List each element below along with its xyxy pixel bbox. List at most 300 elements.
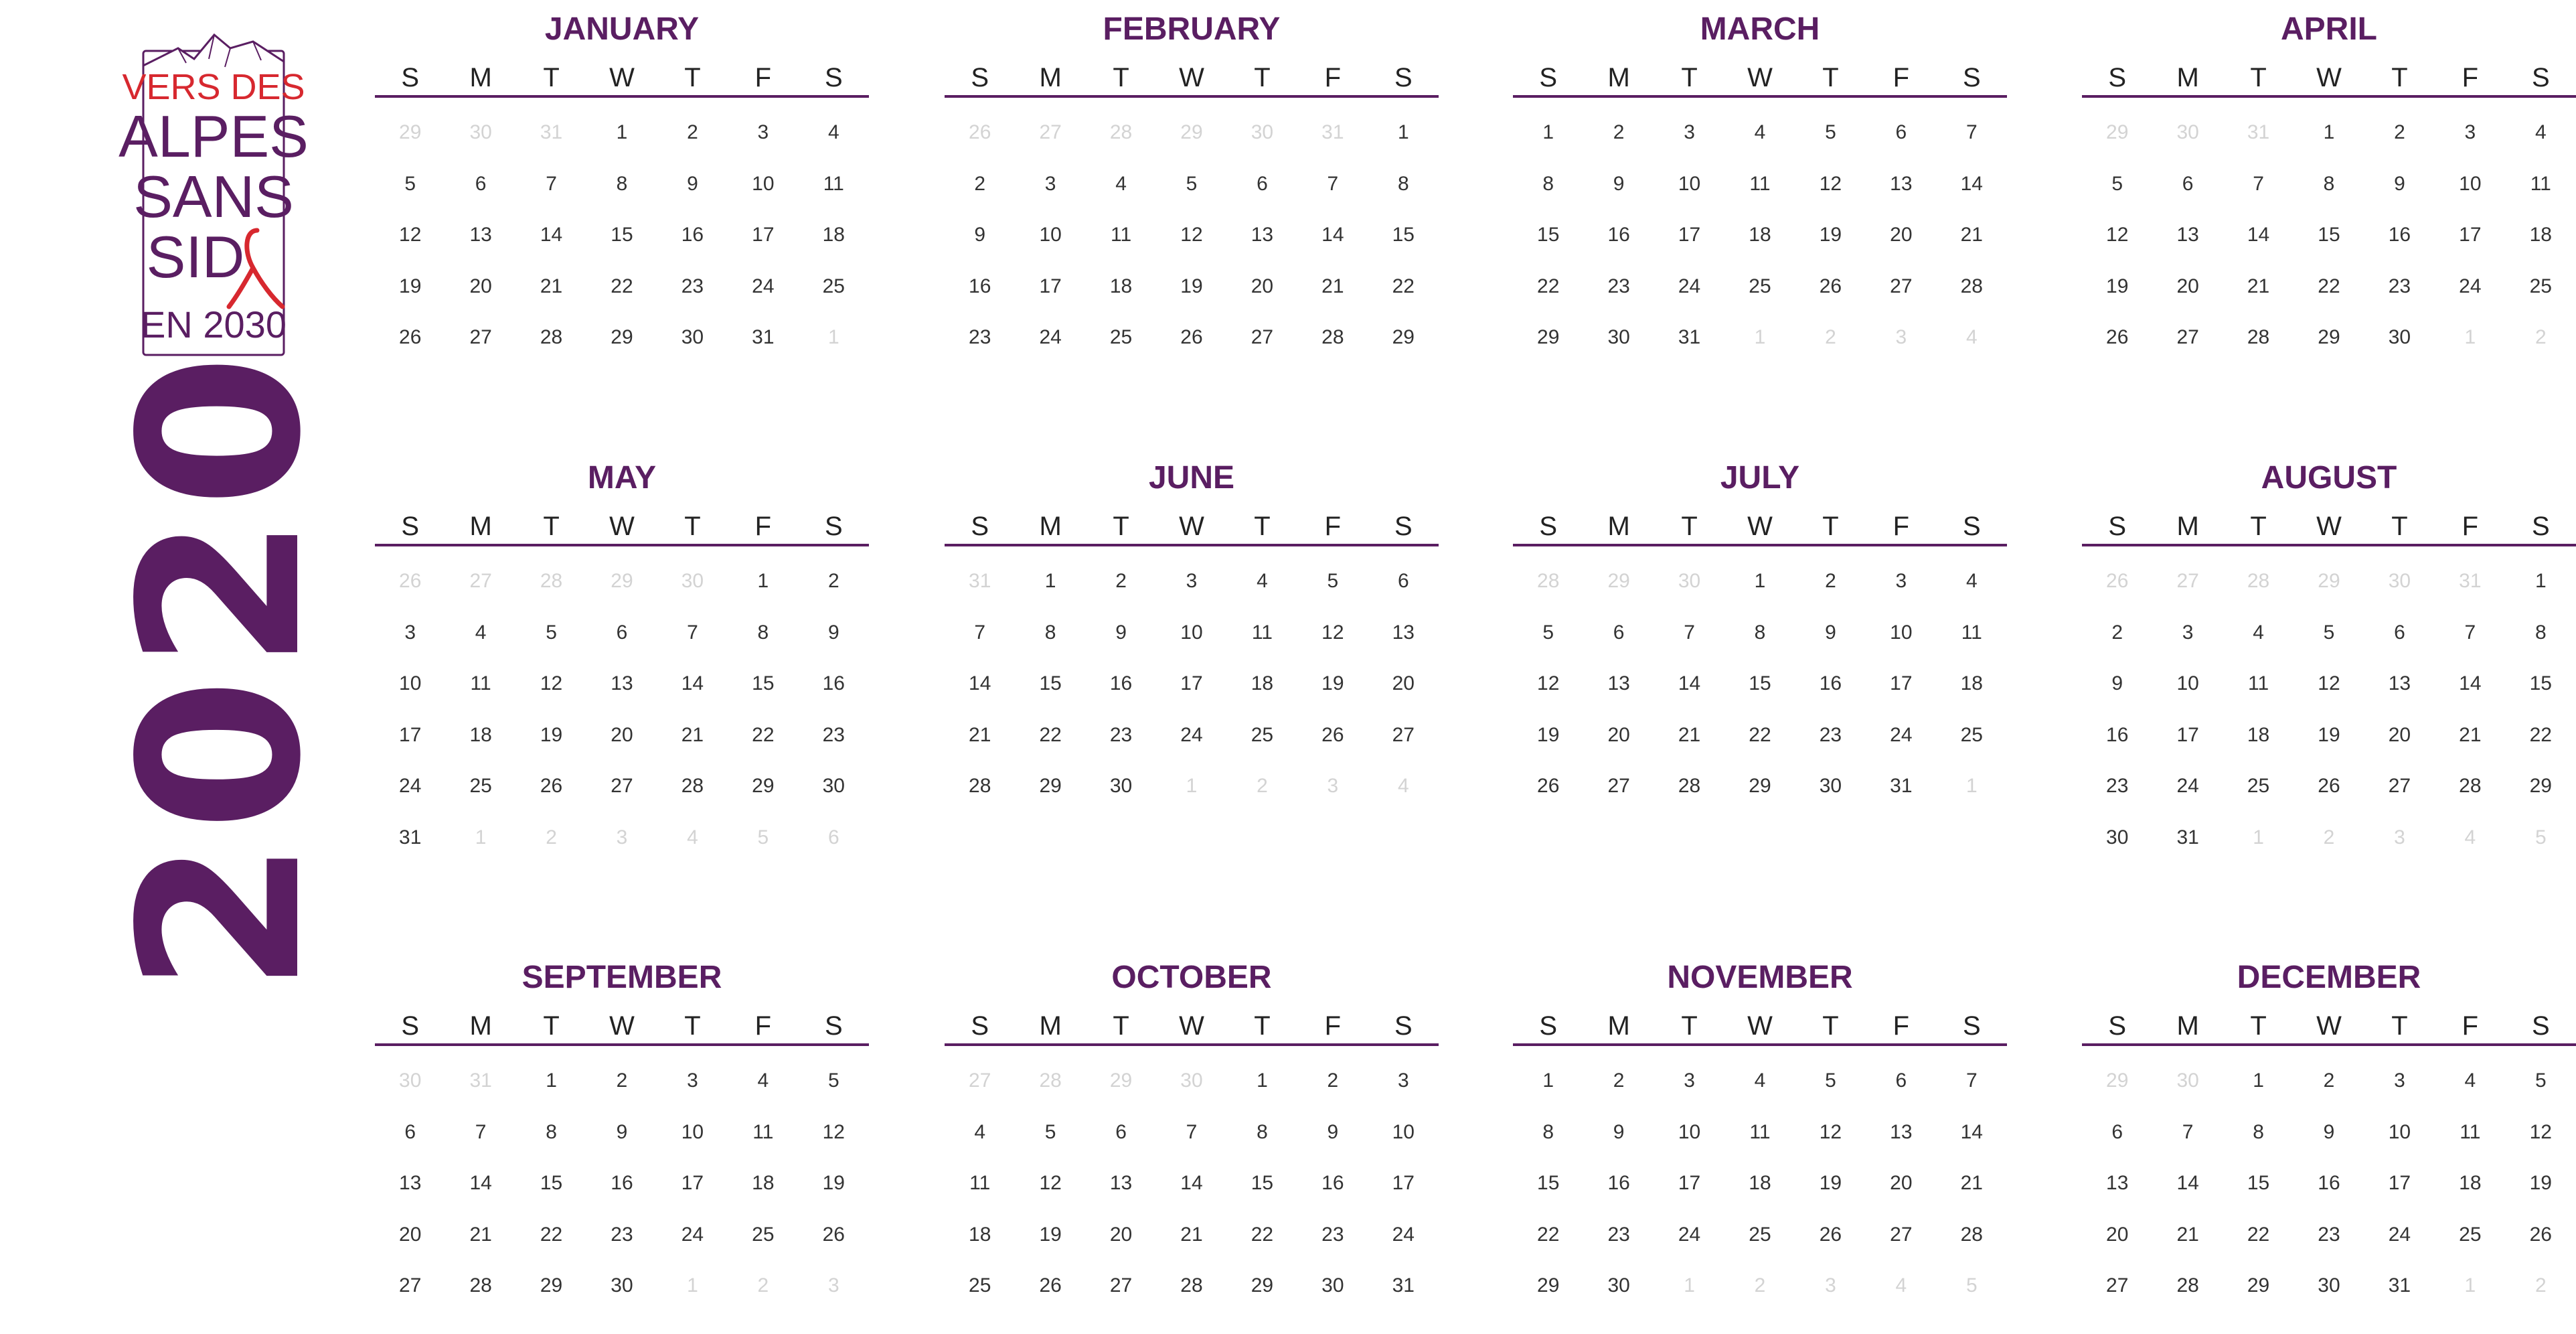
weekday-header: M (469, 63, 492, 92)
day-cell: 29 (2318, 326, 2340, 348)
adjacent-month-day: 1 (1684, 1274, 1695, 1296)
adjacent-month-day: 1 (1754, 326, 1766, 348)
day-cell: 1 (1044, 570, 1056, 592)
day-cell: 25 (822, 275, 845, 297)
day-cell: 16 (2106, 723, 2129, 746)
day-cell: 18 (1749, 1172, 1771, 1194)
day-cell: 8 (546, 1120, 557, 1143)
day-cell: 19 (1819, 224, 1842, 246)
day-cell: 7 (1965, 121, 1978, 143)
weekday-header: T (2391, 63, 2408, 92)
day-cell: 4 (2464, 1069, 2476, 1092)
day-cell: 8 (1542, 1120, 1554, 1143)
day-cell: 26 (399, 326, 422, 348)
adjacent-month-day: 31 (469, 1069, 492, 1092)
day-cell: 4 (757, 1069, 769, 1092)
day-cell: 15 (1392, 224, 1415, 246)
weekday-header: S (1539, 1011, 1558, 1041)
month-title: JANUARY (544, 11, 700, 47)
day-cell: 25 (1960, 723, 1983, 746)
weekday-header: M (469, 1011, 492, 1041)
weekday-header: T (1822, 63, 1839, 92)
day-cell: 1 (1542, 121, 1554, 143)
day-cell: 2 (1613, 1069, 1625, 1092)
adjacent-month-day: 2 (2534, 1274, 2547, 1296)
day-cell: 22 (2247, 1223, 2270, 1246)
day-cell: 24 (1678, 1223, 1701, 1246)
day-cell: 13 (1109, 1172, 1133, 1194)
day-cell: 12 (1039, 1172, 1062, 1194)
adjacent-month-day: 1 (827, 326, 839, 348)
day-cell: 9 (1115, 621, 1127, 644)
day-cell: 3 (2464, 121, 2476, 143)
month-title: AUGUST (2261, 460, 2397, 496)
day-cell: 14 (540, 224, 563, 246)
adjacent-month-day: 26 (2106, 570, 2129, 592)
day-cell: 27 (2388, 775, 2411, 797)
day-cell: 24 (1678, 275, 1701, 297)
day-cell: 20 (1607, 723, 1630, 746)
weekday-header: T (543, 512, 560, 541)
weekday-header: T (2250, 63, 2267, 92)
day-cell: 23 (1321, 1223, 1344, 1246)
adjacent-month-day: 28 (1109, 121, 1133, 143)
month-calendar-may (375, 458, 869, 863)
day-cell: 5 (827, 1069, 839, 1092)
day-cell: 2 (974, 172, 986, 195)
day-cell: 21 (681, 723, 704, 746)
day-cell: 16 (822, 672, 845, 694)
weekday-header: T (1681, 63, 1698, 92)
day-cell: 18 (1749, 224, 1771, 246)
adjacent-month-day: 5 (1965, 1274, 1978, 1296)
day-cell: 20 (399, 1223, 422, 1246)
weekday-header: S (971, 63, 989, 92)
day-cell: 1 (1754, 570, 1766, 592)
day-cell: 5 (1044, 1120, 1056, 1143)
day-cell: 19 (1537, 723, 1560, 746)
day-cell: 18 (1251, 672, 1274, 694)
weekday-header: W (2316, 63, 2342, 92)
adjacent-month-day: 2 (1257, 775, 1268, 797)
day-cell: 5 (2111, 172, 2123, 195)
weekday-header-row (2082, 60, 2576, 98)
day-cell: 3 (1044, 172, 1056, 195)
weekday-header: S (1962, 63, 1981, 92)
day-cell: 11 (1251, 621, 1273, 644)
day-cell: 29 (1537, 1274, 1560, 1296)
day-cell: 22 (611, 275, 633, 297)
day-cell: 5 (2534, 1069, 2547, 1092)
day-cell: 19 (1819, 1172, 1842, 1194)
day-cell: 31 (1678, 326, 1701, 348)
day-cell: 24 (1890, 723, 1913, 746)
day-cell: 18 (469, 723, 492, 746)
adjacent-month-day: 3 (827, 1274, 839, 1296)
day-cell: 7 (475, 1120, 487, 1143)
adjacent-month-day: 30 (469, 121, 492, 143)
day-cell: 17 (1392, 1172, 1415, 1194)
weekday-header: T (1113, 512, 1129, 541)
day-cell: 9 (1825, 621, 1836, 644)
day-cell: 21 (1321, 275, 1344, 297)
day-cell: 23 (1109, 723, 1133, 746)
day-cell: 7 (1327, 172, 1339, 195)
day-cell: 4 (1257, 570, 1268, 592)
day-cell: 20 (1392, 672, 1415, 694)
day-cell: 4 (1965, 570, 1978, 592)
day-cell: 17 (1039, 275, 1062, 297)
weekday-header: T (2250, 1011, 2267, 1041)
adjacent-month-day: 29 (2318, 570, 2340, 592)
day-cell: 25 (469, 775, 492, 797)
day-cell: 22 (1251, 1223, 1274, 1246)
day-cell: 14 (1678, 672, 1701, 694)
adjacent-month-day: 30 (681, 570, 704, 592)
day-cell: 11 (470, 672, 491, 694)
day-cell: 9 (2394, 172, 2405, 195)
day-cell: 25 (2459, 1223, 2482, 1246)
day-cell: 15 (1251, 1172, 1274, 1194)
weekday-header: S (1962, 1011, 1981, 1041)
month-title: JUNE (1148, 460, 1235, 496)
day-cell: 1 (757, 570, 769, 592)
day-cell: 5 (1186, 172, 1198, 195)
weekday-header: W (609, 1011, 635, 1041)
day-cell: 3 (2394, 1069, 2405, 1092)
day-cell: 4 (1754, 121, 1766, 143)
day-cell: 24 (681, 1223, 704, 1246)
day-cell: 16 (1819, 672, 1842, 694)
day-cell: 26 (1180, 326, 1203, 348)
day-cell: 6 (616, 621, 628, 644)
day-cell: 2 (1327, 1069, 1339, 1092)
day-cell: 16 (1607, 1172, 1630, 1194)
weekday-header: S (971, 512, 989, 541)
day-cell: 29 (1749, 775, 1771, 797)
day-cell: 21 (540, 275, 563, 297)
weekday-header: S (824, 63, 843, 92)
logo-line-2: ALPES (118, 103, 309, 169)
day-cell: 16 (969, 275, 991, 297)
weekday-header: S (1539, 63, 1558, 92)
day-cell: 12 (1819, 1120, 1842, 1143)
day-cell: 28 (969, 775, 991, 797)
day-cell: 28 (1678, 775, 1701, 797)
adjacent-month-day: 3 (2394, 826, 2405, 848)
weekday-header: M (1607, 512, 1630, 541)
month-calendar-june (945, 458, 1439, 812)
day-cell: 21 (1960, 1172, 1983, 1194)
day-cell: 4 (475, 621, 487, 644)
day-cell: 14 (2176, 1172, 2199, 1194)
day-cell: 19 (2529, 1172, 2552, 1194)
weekday-header: F (2462, 512, 2479, 541)
day-cell: 4 (1754, 1069, 1766, 1092)
day-cell: 2 (2111, 621, 2123, 644)
day-cell: 30 (822, 775, 845, 797)
logo-graphic (118, 21, 309, 356)
weekday-header: S (2531, 1011, 2550, 1041)
day-cell: 25 (1749, 1223, 1771, 1246)
weekday-header: T (1113, 1011, 1129, 1041)
day-cell: 25 (2247, 775, 2270, 797)
weekday-header-row (1513, 1009, 2007, 1046)
month-title: JULY (1720, 460, 1800, 496)
weekday-header: S (1394, 63, 1413, 92)
day-cell: 26 (1321, 723, 1344, 746)
day-cell: 1 (2253, 1069, 2264, 1092)
day-cell: 24 (399, 775, 422, 797)
weekday-header: W (1179, 63, 1204, 92)
day-cell: 14 (1321, 224, 1344, 246)
month-title: SEPTEMBER (521, 960, 722, 995)
day-cell: 30 (2106, 826, 2129, 848)
day-cell: 10 (2388, 1120, 2411, 1143)
day-cell: 12 (1180, 224, 1203, 246)
day-cell: 10 (1392, 1120, 1415, 1143)
day-cell: 21 (2247, 275, 2270, 297)
day-cell: 27 (611, 775, 633, 797)
day-cell: 23 (969, 326, 991, 348)
day-cell: 9 (1327, 1120, 1339, 1143)
day-cell: 28 (1321, 326, 1344, 348)
day-cell: 1 (616, 121, 628, 143)
day-cell: 11 (823, 172, 844, 195)
weekday-header: T (1822, 512, 1839, 541)
weekday-header: M (1039, 63, 1062, 92)
day-cell: 11 (1749, 172, 1771, 195)
weekday-header-row (375, 509, 869, 546)
day-cell: 20 (2388, 723, 2411, 746)
weekday-header-row (945, 60, 1439, 98)
adjacent-month-day: 1 (2253, 826, 2264, 848)
day-cell: 30 (1819, 775, 1842, 797)
weekday-header: T (543, 63, 560, 92)
day-cell: 9 (974, 224, 986, 246)
weekday-header: S (401, 512, 420, 541)
day-cell: 17 (1890, 672, 1913, 694)
day-cell: 18 (2459, 1172, 2482, 1194)
weekday-header: F (1893, 1011, 1910, 1041)
day-cell: 8 (1397, 172, 1409, 195)
day-cell: 30 (681, 326, 704, 348)
logo-line-4: SID (146, 224, 245, 290)
day-cell: 6 (1115, 1120, 1127, 1143)
adjacent-month-day: 2 (2534, 326, 2547, 348)
day-cell: 20 (611, 723, 633, 746)
day-cell: 22 (540, 1223, 563, 1246)
day-cell: 21 (1180, 1223, 1203, 1246)
day-cell: 21 (469, 1223, 492, 1246)
day-cell: 26 (2529, 1223, 2552, 1246)
day-cell: 11 (1110, 224, 1132, 246)
day-cell: 29 (2529, 775, 2552, 797)
month-calendar-november (1513, 958, 2007, 1312)
day-cell: 1 (1397, 121, 1409, 143)
day-cell: 9 (2111, 672, 2123, 694)
days-grid (375, 1055, 869, 1312)
day-cell: 16 (1109, 672, 1133, 694)
weekday-header: W (1179, 1011, 1204, 1041)
day-cell: 26 (1819, 275, 1842, 297)
weekday-header: T (1681, 512, 1698, 541)
day-cell: 28 (2459, 775, 2482, 797)
weekday-header: T (1681, 1011, 1698, 1041)
weekday-header: W (1747, 63, 1773, 92)
day-cell: 2 (2394, 121, 2405, 143)
adjacent-month-day: 1 (687, 1274, 698, 1296)
weekday-header: S (401, 1011, 420, 1041)
day-cell: 18 (1109, 275, 1133, 297)
day-cell: 26 (1537, 775, 1560, 797)
day-cell: 1 (1542, 1069, 1554, 1092)
weekday-header: W (1747, 1011, 1773, 1041)
weekday-header: S (1539, 512, 1558, 541)
day-cell: 4 (974, 1120, 986, 1143)
day-cell: 22 (1537, 1223, 1560, 1246)
adjacent-month-day: 5 (2534, 826, 2547, 848)
day-cell: 11 (1749, 1120, 1771, 1143)
day-cell: 3 (757, 121, 769, 143)
day-cell: 8 (1542, 172, 1554, 195)
day-cell: 29 (1392, 326, 1415, 348)
adjacent-month-day: 2 (1754, 1274, 1766, 1296)
day-cell: 27 (399, 1274, 422, 1296)
adjacent-month-day: 1 (1186, 775, 1198, 797)
day-cell: 10 (1180, 621, 1203, 644)
day-cell: 11 (2530, 172, 2551, 195)
day-cell: 13 (1890, 1120, 1913, 1143)
weekday-header: T (1254, 512, 1271, 541)
weekday-header: F (1324, 1011, 1342, 1041)
day-cell: 26 (2318, 775, 2340, 797)
day-cell: 18 (969, 1223, 991, 1246)
day-cell: 27 (1392, 723, 1415, 746)
day-cell: 12 (2529, 1120, 2552, 1143)
day-cell: 16 (1321, 1172, 1344, 1194)
day-cell: 7 (974, 621, 986, 644)
weekday-header: F (2462, 63, 2479, 92)
logo-line-3: SANS (133, 163, 294, 230)
weekday-header: M (1039, 512, 1062, 541)
day-cell: 24 (1180, 723, 1203, 746)
adjacent-month-day: 28 (2247, 570, 2270, 592)
adjacent-month-day: 1 (2464, 1274, 2476, 1296)
weekday-header-row (375, 1009, 869, 1046)
day-cell: 2 (1613, 121, 1625, 143)
day-cell: 23 (611, 1223, 633, 1246)
day-cell: 14 (1180, 1172, 1203, 1194)
weekday-header: W (2316, 1011, 2342, 1041)
day-cell: 6 (1397, 570, 1409, 592)
day-cell: 15 (540, 1172, 563, 1194)
day-cell: 3 (1186, 570, 1198, 592)
day-cell: 12 (1321, 621, 1344, 644)
adjacent-month-day: 27 (1039, 121, 1062, 143)
day-cell: 11 (1961, 621, 1982, 644)
weekday-header: F (754, 1011, 772, 1041)
day-cell: 2 (1115, 570, 1127, 592)
day-cell: 26 (822, 1223, 845, 1246)
adjacent-month-day: 31 (1321, 121, 1344, 143)
weekday-header: S (2108, 1011, 2127, 1041)
day-cell: 18 (1960, 672, 1983, 694)
day-cell: 29 (1039, 775, 1062, 797)
weekday-header: W (1747, 512, 1773, 541)
day-cell: 28 (540, 326, 563, 348)
day-cell: 26 (540, 775, 563, 797)
day-cell: 23 (2106, 775, 2129, 797)
day-cell: 13 (2106, 1172, 2129, 1194)
day-cell: 22 (2318, 275, 2340, 297)
day-cell: 13 (2388, 672, 2411, 694)
day-cell: 31 (399, 826, 422, 848)
weekday-header: F (754, 512, 772, 541)
day-cell: 1 (1257, 1069, 1268, 1092)
adjacent-month-day: 1 (475, 826, 487, 848)
day-cell: 16 (2318, 1172, 2340, 1194)
weekday-header-row (1513, 60, 2007, 98)
month-calendar-february (945, 9, 1439, 364)
day-cell: 7 (1186, 1120, 1198, 1143)
day-cell: 24 (1039, 326, 1062, 348)
adjacent-month-day: 4 (1965, 326, 1978, 348)
day-cell: 1 (2323, 121, 2335, 143)
day-cell: 16 (1607, 224, 1630, 246)
day-cell: 30 (1607, 326, 1630, 348)
day-cell: 5 (404, 172, 416, 195)
weekday-header: S (2108, 63, 2127, 92)
adjacent-month-day: 30 (2176, 1069, 2199, 1092)
day-cell: 15 (1749, 672, 1771, 694)
adjacent-month-day: 29 (2106, 1069, 2129, 1092)
day-cell: 20 (1251, 275, 1274, 297)
day-cell: 23 (1819, 723, 1842, 746)
day-cell: 12 (822, 1120, 845, 1143)
adjacent-month-day: 29 (1180, 121, 1203, 143)
weekday-header: T (1254, 1011, 1271, 1041)
weekday-header: S (971, 1011, 989, 1041)
adjacent-month-day: 29 (1109, 1069, 1133, 1092)
day-cell: 4 (2534, 121, 2547, 143)
day-cell: 28 (681, 775, 704, 797)
day-cell: 15 (752, 672, 775, 694)
weekday-header-row (945, 509, 1439, 546)
weekday-header-row (1513, 509, 2007, 546)
month-title: DECEMBER (2237, 960, 2421, 995)
adjacent-month-day: 30 (399, 1069, 422, 1092)
adjacent-month-day: 4 (1895, 1274, 1907, 1296)
day-cell: 25 (1749, 275, 1771, 297)
weekday-header: M (469, 512, 492, 541)
day-cell: 8 (1044, 621, 1056, 644)
day-cell: 10 (1678, 172, 1701, 195)
day-cell: 14 (2459, 672, 2482, 694)
day-cell: 5 (1542, 621, 1554, 644)
day-cell: 17 (752, 224, 775, 246)
adjacent-month-day: 30 (1678, 570, 1701, 592)
weekday-header: F (1324, 512, 1342, 541)
day-cell: 13 (399, 1172, 422, 1194)
day-cell: 29 (1537, 326, 1560, 348)
day-cell: 8 (1754, 621, 1766, 644)
weekday-header: F (1324, 63, 1342, 92)
adjacent-month-day: 29 (2106, 121, 2129, 143)
day-cell: 20 (469, 275, 492, 297)
weekday-header-row (945, 1009, 1439, 1046)
month-title: MAY (587, 460, 657, 496)
